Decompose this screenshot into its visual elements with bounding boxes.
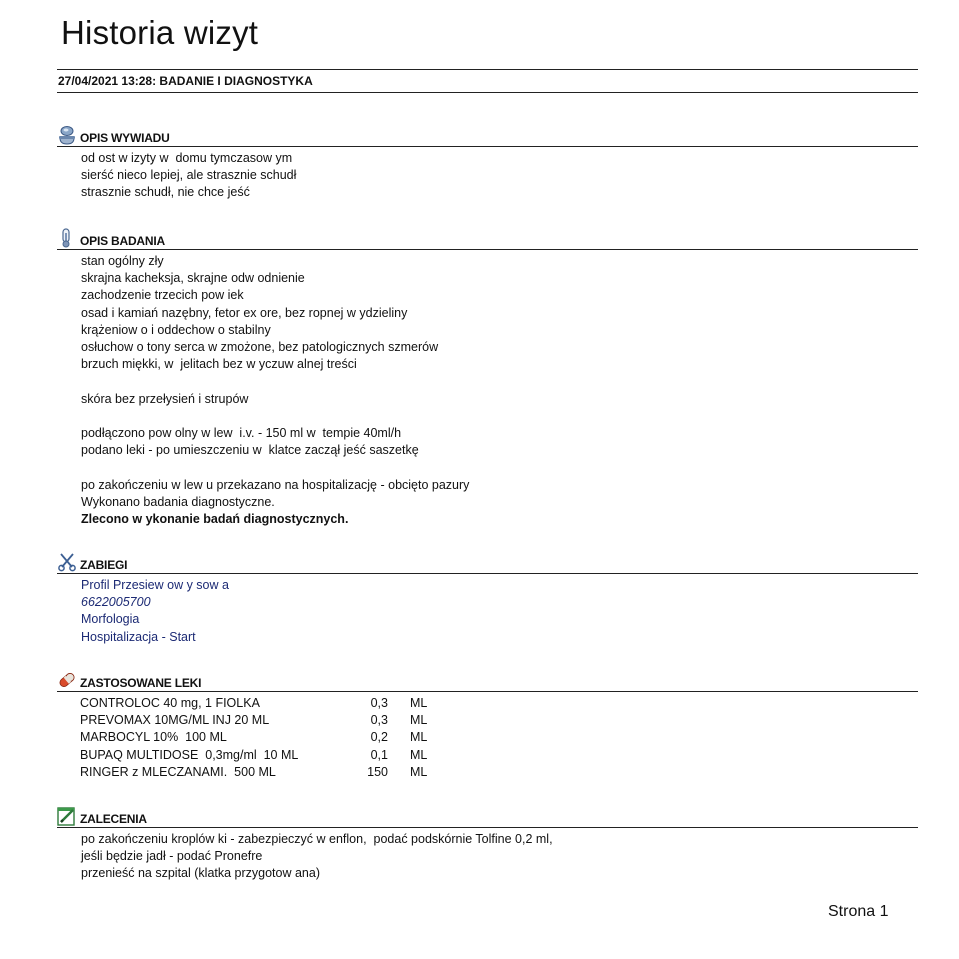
medication-quantity: 150 [367,764,388,779]
section-title: ZABIEGI [80,558,128,572]
section-examination [57,228,918,528]
medication-quantity: 0,3 [370,696,388,710]
stethoscope-icon [57,125,77,145]
section-title: ZASTOSOWANE LEKI [80,676,202,690]
medication-unit: ML [410,696,428,710]
medication-name: MARBOCYL 10% 100 ML [80,730,227,745]
medication-row [80,764,427,781]
thermometer-icon [57,228,77,248]
section-body [57,828,918,883]
medication-row [80,747,427,764]
text-line: stan ogólny zły [81,254,164,268]
procedure-item: Morfologia [81,612,140,627]
text-line: sierść nieco lepiej, ale strasznie schudł [81,168,297,183]
section-recommendations [57,806,918,883]
text-line: zachodzenie trzecich pow iek [81,288,244,303]
text-line [81,408,918,425]
medication-unit: ML [410,747,428,762]
text-line: przenieść na szpital (klatka przygotow ana) [81,866,321,881]
medication-unit: ML [410,713,428,728]
section-procedures [57,552,918,646]
section-interview [57,125,918,202]
medication-quantity: 0,3 [370,713,388,728]
section-title: OPIS WYWIADU [80,131,170,145]
procedure-item: 6622005700 [81,595,151,610]
scissors-icon [57,552,77,572]
text-line: osłuchow o tony serca w zmożone, bez patologicznych szmerów [81,340,439,355]
text-line: strasznie schudł, nie chce jeść [81,185,250,200]
section-body [57,147,918,202]
text-line [81,373,918,390]
section-body [57,250,918,528]
section-header [57,228,918,250]
section-header [57,125,918,147]
medication-row [80,712,427,729]
text-line: jeśli będzie jadł - podać Pronefre [81,849,263,864]
text-line: po zakończeniu kroplów ki - zabezpieczyć w enflon, podać podskórnie Tolfine 0,2 ml, [81,832,553,846]
medication-quantity: 0,2 [370,730,388,745]
text-line: podano leki - po umieszczeniu w klatce zaczął jeść saszetkę [81,443,419,458]
procedure-item: Hospitalizacja - Start [81,629,196,644]
procedure-item: Profil Przesiew ow y sow a [81,578,229,592]
page-number: Strona 1 [828,903,889,920]
page-title: Historia wizyt [61,14,259,51]
medication-row [80,729,427,746]
section-header [57,806,918,828]
text-line: po zakończeniu w lew u przekazano na hospitalizację - obcięto pazury [81,477,470,492]
medication-quantity: 0,1 [370,747,388,762]
medication-name: RINGER z MLECZANAMI. 500 ML [80,764,276,779]
text-line: podłączono pow olny w lew i.v. - 150 ml w tempie 40ml/h [81,426,402,440]
section-body [57,692,918,781]
diagnostics-ordered-note: Zlecono w ykonanie badań diagnostycznych. [81,512,349,526]
medication-row [80,695,427,712]
section-title: OPIS BADANIA [80,234,165,248]
section-header [57,670,918,692]
medications-table [80,695,427,781]
section-header [57,552,918,574]
section-medications [57,670,918,781]
text-line: Wykonano badania diagnostyczne. [81,494,275,509]
text-line: osad i kamiań nazębny, fetor ex ore, bez ropnej w ydzieliny [81,305,408,320]
text-line: krążeniow o i oddechow o stabilny [81,322,271,337]
section-title: ZALECENIA [80,812,147,826]
text-line: brzuch miękki, w jelitach bez w yczuw alnej treści [81,357,357,372]
medication-name: BUPAQ MULTIDOSE 0,3mg/ml 10 ML [80,747,299,762]
medication-unit: ML [410,730,428,745]
text-line [81,459,918,476]
text-line: od ost w izyty w domu tymczasow ym [81,151,293,165]
visit-header: 27/04/2021 13:28: BADANIE I DIAGNOSTYKA [57,69,918,93]
text-line: skrajna kacheksja, skrajne odw odnienie [81,271,305,286]
medication-name: CONTROLOC 40 mg, 1 FIOLKA [80,696,260,710]
pill-icon [57,670,77,690]
notepad-pencil-icon [57,806,77,826]
text-line: skóra bez przełysień i strupów [81,391,249,406]
medication-name: PREVOMAX 10MG/ML INJ 20 ML [80,713,270,728]
medication-unit: ML [410,764,428,779]
section-body [57,574,918,646]
